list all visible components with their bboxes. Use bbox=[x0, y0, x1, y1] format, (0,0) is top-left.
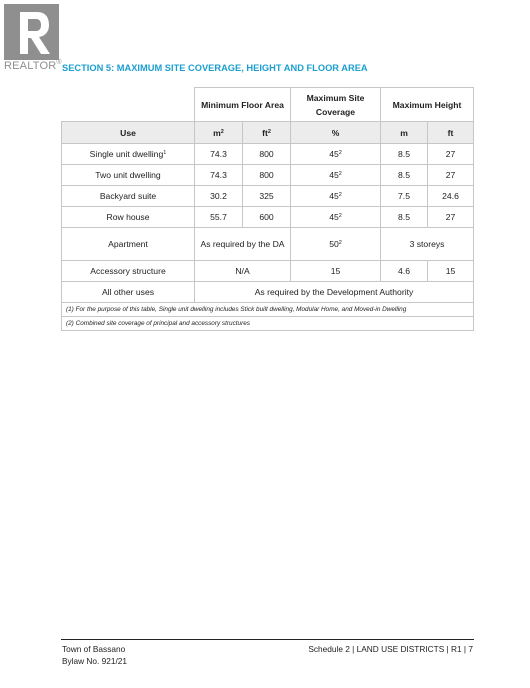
use-cell: All other uses bbox=[62, 282, 195, 303]
ft2-cell: 325 bbox=[243, 186, 291, 207]
other-uses-value: As required by the Development Authority bbox=[195, 282, 474, 303]
ft2-cell: 800 bbox=[243, 144, 291, 165]
footer-town: Town of Bassano bbox=[62, 644, 126, 654]
footnote-2: (2) Combined site coverage of principal and accessory structures bbox=[62, 317, 474, 331]
use-cell: Backyard suite bbox=[62, 186, 195, 207]
footnote-1: (1) For the purpose of this table, Single unit dwelling includes Stick built dwelling, Modular Home, and Moved-in Dwelling bbox=[62, 303, 474, 317]
table-subheader-row bbox=[62, 122, 474, 144]
height-ft-cell: 27 bbox=[428, 165, 474, 186]
header-ft2: $ft^2$ bbox=[243, 122, 291, 144]
use-cell: Row house bbox=[62, 207, 195, 228]
height-m-cell: 4.6 bbox=[381, 261, 428, 282]
footer-bylaw: Bylaw No. 921/21 bbox=[62, 656, 128, 666]
use-cell: Accessory structure bbox=[62, 261, 195, 282]
footer-schedule: Schedule 2 | LAND USE DISTRICTS | R1 | 7 bbox=[308, 644, 473, 654]
table-row-apartment bbox=[62, 228, 474, 261]
table-row bbox=[62, 144, 474, 165]
header-m: m bbox=[381, 122, 428, 144]
m2-cell: 74.3 bbox=[195, 165, 243, 186]
header-m2: $m^2$ bbox=[195, 122, 243, 144]
height-ft-cell: 27 bbox=[428, 207, 474, 228]
footer-divider bbox=[61, 639, 474, 640]
blank-header-cell bbox=[62, 88, 195, 122]
header-min-floor-area: Minimum Floor Area bbox=[195, 88, 291, 122]
table-note-row bbox=[62, 303, 474, 317]
table-row-other bbox=[62, 282, 474, 303]
table-note-row bbox=[62, 317, 474, 331]
ft2-cell: 800 bbox=[243, 165, 291, 186]
table-row bbox=[62, 165, 474, 186]
coverage-cell: $50^2$ bbox=[291, 228, 381, 261]
realtor-logo-icon bbox=[4, 4, 59, 60]
height-m-cell: 8.5 bbox=[381, 207, 428, 228]
height-m-cell: 7.5 bbox=[381, 186, 428, 207]
floor-area-cell: N/A bbox=[195, 261, 291, 282]
header-ft: ft bbox=[428, 122, 474, 144]
height-m-cell: 8.5 bbox=[381, 144, 428, 165]
site-coverage-table bbox=[61, 87, 474, 331]
table-group-header-row bbox=[62, 88, 474, 122]
table-row-accessory bbox=[62, 261, 474, 282]
table-row bbox=[62, 207, 474, 228]
use-cell: Two unit dwelling bbox=[62, 165, 195, 186]
realtor-logo-text: REALTOR® bbox=[4, 59, 62, 72]
header-percent: % bbox=[291, 122, 381, 144]
m2-cell: 74.3 bbox=[195, 144, 243, 165]
header-max-site-coverage: Maximum Site Coverage bbox=[291, 88, 381, 122]
table-row bbox=[62, 186, 474, 207]
header-use: Use bbox=[62, 122, 195, 144]
coverage-cell: $45^2$ bbox=[291, 144, 381, 165]
footer-left bbox=[62, 643, 127, 667]
floor-area-cell: As required by the DA bbox=[195, 228, 291, 261]
height-cell: 3 storeys bbox=[381, 228, 474, 261]
height-ft-cell: 27 bbox=[428, 144, 474, 165]
height-ft-cell: 15 bbox=[428, 261, 474, 282]
coverage-cell: 15 bbox=[291, 261, 381, 282]
height-ft-cell: 24.6 bbox=[428, 186, 474, 207]
use-cell: Single unit dwelling$^1$ bbox=[62, 144, 195, 165]
m2-cell: 30.2 bbox=[195, 186, 243, 207]
use-cell: Apartment bbox=[62, 228, 195, 261]
m2-cell: 55.7 bbox=[195, 207, 243, 228]
header-max-height: Maximum Height bbox=[381, 88, 474, 122]
coverage-cell: $45^2$ bbox=[291, 207, 381, 228]
coverage-cell: $45^2$ bbox=[291, 165, 381, 186]
coverage-cell: $45^2$ bbox=[291, 186, 381, 207]
height-m-cell: 8.5 bbox=[381, 165, 428, 186]
ft2-cell: 600 bbox=[243, 207, 291, 228]
section-title: SECTION 5: MAXIMUM SITE COVERAGE, HEIGHT AND FLOOR AREA bbox=[62, 63, 368, 73]
